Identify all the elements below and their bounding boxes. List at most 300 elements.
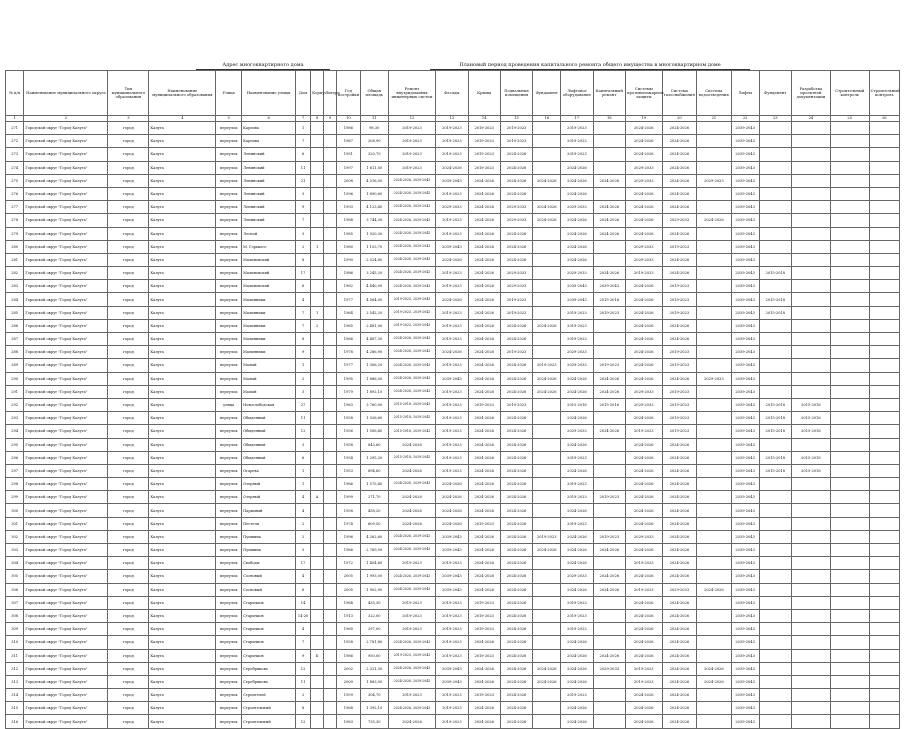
table-cell	[593, 135, 625, 148]
column-header: Наименование муниципального образования	[149, 71, 216, 116]
table-cell: 2024-2026	[561, 675, 593, 688]
table-cell: 2024-2026, 2039-2043	[388, 570, 435, 583]
table-cell: 2039-2043	[731, 412, 759, 425]
table-cell: 2019-2023	[533, 359, 561, 372]
table-cell: 2024-2026	[533, 662, 561, 675]
table-cell	[533, 517, 561, 530]
table-cell	[593, 240, 625, 253]
table-cell: 2024-2026, 2039-2043	[388, 583, 435, 596]
table-cell: 2019-2023	[662, 425, 697, 438]
table-cell: город	[108, 438, 149, 451]
table-cell	[311, 636, 324, 649]
column-header: Лифтовое оборудование	[561, 71, 593, 116]
table-cell: переулок	[216, 451, 242, 464]
table-cell: 1913	[337, 609, 361, 622]
table-cell: 1988	[337, 214, 361, 227]
table-cell: 2015-2018	[759, 398, 791, 411]
table-cell	[830, 122, 869, 135]
table-cell: 2024-2026	[697, 583, 732, 596]
table-cell: Городской округ "Город Калуга"	[24, 385, 108, 398]
repair-period-group-caption: Плановый период проведения капитального ремонта общего имущества в многоквартирном доме	[430, 62, 750, 70]
table-cell: 2024-2026	[662, 623, 697, 636]
table-cell: 2024-2026	[561, 385, 593, 398]
table-cell	[830, 596, 869, 609]
table-cell: Городской округ "Город Калуга"	[24, 464, 108, 477]
table-cell	[791, 570, 830, 583]
table-cell	[759, 557, 791, 570]
table-cell: город	[108, 609, 149, 622]
table-cell	[533, 491, 561, 504]
table-cell: 2019-2023	[533, 530, 561, 543]
table-cell: 2024-2026	[500, 372, 532, 385]
table-cell: Б	[311, 649, 324, 662]
table-cell: 2024-2026	[436, 253, 468, 266]
table-cell: Калуга	[149, 214, 216, 227]
table-cell: 2024-2026	[388, 438, 435, 451]
table-cell: 2024-2026	[625, 319, 662, 332]
table-cell: Городской округ "Город Калуга"	[24, 689, 108, 702]
table-cell: 2019-2023	[468, 596, 500, 609]
table-cell: 2015-2016	[593, 293, 625, 306]
address-group-caption: Адрес многоквартирного дома	[188, 62, 338, 70]
table-cell: 2019-2023	[561, 122, 593, 135]
table-cell	[593, 715, 625, 728]
table-cell: 1979	[337, 385, 361, 398]
column-header: Фундамент	[759, 71, 791, 116]
table-cell	[791, 372, 830, 385]
column-header: Ремонт внутридомовых инженерных систем	[388, 71, 435, 116]
table-cell: 4 564,00	[360, 293, 388, 306]
table-cell: 2	[311, 319, 324, 332]
table-cell	[533, 161, 561, 174]
table-cell	[324, 464, 337, 477]
table-cell: 1980	[337, 240, 361, 253]
table-cell: 2019-2023	[436, 398, 468, 411]
table-cell: 280	[6, 240, 24, 253]
table-cell: Калуга	[149, 702, 216, 715]
table-cell	[869, 240, 899, 253]
table-cell: 2	[296, 372, 311, 385]
table-cell: 2024-2026	[662, 609, 697, 622]
table-cell: 2024-2026	[561, 214, 593, 227]
table-cell: город	[108, 174, 149, 187]
table-cell: 2039-2043	[731, 359, 759, 372]
table-cell: Огарева	[242, 464, 296, 477]
table-cell: 2039-2043	[731, 425, 759, 438]
table-cell	[830, 161, 869, 174]
table-cell: 2019-2023	[625, 662, 662, 675]
table-cell: 2019-2023	[662, 280, 697, 293]
table-cell	[533, 253, 561, 266]
table-cell: город	[108, 187, 149, 200]
table-cell: 2024-2026, 2039-2043	[388, 253, 435, 266]
table-cell: 2024-2026	[468, 662, 500, 675]
table-cell: город	[108, 557, 149, 570]
table-cell: 1986	[337, 267, 361, 280]
column-header: № п/п	[6, 71, 24, 116]
table-cell	[869, 491, 899, 504]
table-cell: Пушкина	[242, 544, 296, 557]
table-cell: Малинники	[242, 319, 296, 332]
table-cell: 2024-2026	[662, 372, 697, 385]
table-cell: 2024-2026	[662, 596, 697, 609]
table-cell: 2024-2026	[593, 385, 625, 398]
table-row	[6, 280, 900, 293]
table-cell: Городской округ "Город Калуга"	[24, 570, 108, 583]
table-cell	[311, 148, 324, 161]
table-cell: 2024-2026	[500, 253, 532, 266]
table-cell: 2039-2043	[731, 504, 759, 517]
table-cell	[759, 438, 791, 451]
table-cell	[759, 187, 791, 200]
table-cell: 306	[6, 583, 24, 596]
column-header: Литера	[324, 71, 337, 116]
table-cell: Старичков	[242, 596, 296, 609]
table-cell	[830, 187, 869, 200]
table-row	[6, 253, 900, 266]
table-cell: город	[108, 161, 149, 174]
table-cell: 2024-2026	[561, 530, 593, 543]
table-row	[6, 570, 900, 583]
table-cell	[791, 333, 830, 346]
table-cell	[697, 491, 732, 504]
table-cell	[869, 438, 899, 451]
table-cell: 9	[296, 649, 311, 662]
table-cell	[697, 530, 732, 543]
table-cell: 2015-2018	[759, 267, 791, 280]
table-cell: город	[108, 451, 149, 464]
table-cell: 2019-2023	[388, 596, 435, 609]
table-cell: 2039-2043	[436, 583, 468, 596]
table-cell	[311, 227, 324, 240]
table-cell: 2019-2023	[388, 689, 435, 702]
table-cell: город	[108, 662, 149, 675]
table-cell: 1958	[337, 504, 361, 517]
table-cell	[759, 122, 791, 135]
table-cell: 2039-2043	[731, 451, 759, 464]
column-header: Улица	[216, 71, 242, 116]
table-cell	[593, 623, 625, 636]
table-cell: 2024-2026	[500, 636, 532, 649]
table-cell: 2024-2026	[625, 333, 662, 346]
table-row	[6, 227, 900, 240]
table-cell: 1 611,50	[360, 161, 388, 174]
table-cell: 21	[296, 174, 311, 187]
table-cell: 2019-2023	[662, 412, 697, 425]
table-row	[6, 478, 900, 491]
table-cell: 3	[296, 438, 311, 451]
table-row	[6, 267, 900, 280]
table-cell: 2029-2033	[561, 267, 593, 280]
column-number: 2	[24, 116, 108, 122]
table-cell: город	[108, 346, 149, 359]
table-cell: 2024-2026	[468, 702, 500, 715]
table-cell	[533, 464, 561, 477]
table-cell: 2039-2043	[731, 333, 759, 346]
table-cell: переулок	[216, 504, 242, 517]
table-cell: 2024-2026	[500, 240, 532, 253]
table-cell: 2024-2026	[662, 715, 697, 728]
table-cell	[791, 187, 830, 200]
table-cell	[311, 570, 324, 583]
table-cell: 2019-2023	[436, 214, 468, 227]
table-cell: 4 286,90	[360, 346, 388, 359]
table-cell: Озерный	[242, 491, 296, 504]
table-cell	[791, 675, 830, 688]
table-row	[6, 451, 900, 464]
column-number: 4	[149, 116, 216, 122]
table-cell: 2019-2023	[436, 623, 468, 636]
table-cell: Калуга	[149, 636, 216, 649]
table-cell: 2009	[337, 675, 361, 688]
table-cell: 2024-2026	[388, 491, 435, 504]
table-row	[6, 201, 900, 214]
table-cell: 609,50	[360, 517, 388, 530]
table-cell: 2039-2043	[731, 649, 759, 662]
table-cell	[697, 227, 732, 240]
table-cell	[759, 689, 791, 702]
table-cell: 2024-2026	[662, 636, 697, 649]
table-cell: 2019-2023	[436, 319, 468, 332]
table-cell: 2029-2033	[561, 346, 593, 359]
table-cell	[759, 636, 791, 649]
table-cell: Калуга	[149, 267, 216, 280]
table-cell: 2019-2023	[561, 491, 593, 504]
table-cell: Калуга	[149, 135, 216, 148]
table-cell: 309	[6, 623, 24, 636]
table-cell	[697, 161, 732, 174]
table-cell: 2024-2026	[500, 319, 532, 332]
table-cell: 2024-2026	[468, 530, 500, 543]
repair-schedule-table	[5, 70, 900, 729]
table-cell: переулок	[216, 662, 242, 675]
table-cell: 2	[296, 517, 311, 530]
table-cell: 8	[296, 253, 311, 266]
table-cell	[759, 372, 791, 385]
table-cell: 2024-2026	[436, 504, 468, 517]
column-header: Наименование улицы	[242, 71, 296, 116]
table-cell	[533, 609, 561, 622]
column-number: 21	[697, 116, 732, 122]
table-cell: Старичков	[242, 636, 296, 649]
table-cell: 275	[6, 174, 24, 187]
table-cell: город	[108, 517, 149, 530]
table-cell: город	[108, 267, 149, 280]
table-cell: 2024-2026	[500, 609, 532, 622]
table-cell: 7	[296, 319, 311, 332]
table-cell: Городской округ "Город Калуга"	[24, 425, 108, 438]
table-cell: 2019-2023	[561, 623, 593, 636]
table-cell: 2024-2026	[500, 359, 532, 372]
table-cell: 2024-2026	[533, 372, 561, 385]
table-cell	[697, 398, 732, 411]
table-cell: 315	[6, 702, 24, 715]
table-cell: 2024-2026	[662, 464, 697, 477]
table-cell: Городской округ "Город Калуга"	[24, 596, 108, 609]
table-cell	[830, 385, 869, 398]
table-cell: 2024-2026, 2039-2043	[388, 240, 435, 253]
table-cell: город	[108, 148, 149, 161]
table-cell	[830, 491, 869, 504]
table-cell: 2024-2026, 2039-2043	[388, 333, 435, 346]
table-cell	[830, 438, 869, 451]
table-row	[6, 583, 900, 596]
table-cell	[324, 253, 337, 266]
table-cell: 285	[6, 306, 24, 319]
table-cell: 1 892,10	[360, 385, 388, 398]
table-cell: 2015-2018	[759, 425, 791, 438]
table-cell: 17	[296, 267, 311, 280]
table-cell	[869, 596, 899, 609]
table-cell	[697, 359, 732, 372]
table-cell: 2019-2023	[436, 689, 468, 702]
table-cell: 2039-2043	[731, 675, 759, 688]
table-cell: 2019-2023	[436, 596, 468, 609]
table-cell	[869, 253, 899, 266]
table-cell: 297,00	[360, 623, 388, 636]
table-cell: 2024-2026	[662, 557, 697, 570]
table-cell: 2024-2026	[468, 319, 500, 332]
table-cell: 2039-2043	[731, 214, 759, 227]
table-cell	[324, 544, 337, 557]
table-cell: Городской округ "Город Калуга"	[24, 649, 108, 662]
column-number: 8	[311, 116, 324, 122]
table-cell: 2024-2026	[468, 214, 500, 227]
table-cell	[869, 267, 899, 280]
table-cell	[324, 201, 337, 214]
table-cell	[791, 596, 830, 609]
table-cell: 2024-2026	[561, 187, 593, 200]
table-cell: 2024-2026	[468, 385, 500, 398]
table-cell	[324, 214, 337, 227]
table-cell: 316	[6, 715, 24, 728]
table-cell: 2019-2023	[625, 557, 662, 570]
table-cell	[593, 319, 625, 332]
table-cell: 2024-2026	[662, 570, 697, 583]
table-cell	[759, 135, 791, 148]
table-cell	[759, 517, 791, 530]
table-cell: 2024-2026	[662, 478, 697, 491]
table-cell: переулок	[216, 346, 242, 359]
table-cell: 2024-2026	[500, 425, 532, 438]
table-cell: 297	[6, 464, 24, 477]
table-cell: 4	[296, 491, 311, 504]
table-cell: 2024-2026	[468, 636, 500, 649]
table-cell: 2024-2026	[500, 478, 532, 491]
table-cell: 2019-2023	[436, 649, 468, 662]
table-cell: 2019-2023	[436, 702, 468, 715]
table-cell: 2024-2026	[500, 570, 532, 583]
table-cell: 7	[296, 214, 311, 227]
table-cell: 1996	[337, 530, 361, 543]
table-cell: 2024-2026	[625, 689, 662, 702]
table-cell	[830, 346, 869, 359]
table-cell	[324, 570, 337, 583]
table-cell: Серебрякова	[242, 662, 296, 675]
table-cell	[830, 636, 869, 649]
table-cell: 27	[296, 398, 311, 411]
table-cell	[311, 253, 324, 266]
table-cell: 287	[6, 333, 24, 346]
table-cell	[593, 557, 625, 570]
table-cell	[759, 596, 791, 609]
table-cell: 2024-2026, 2039-2043	[388, 662, 435, 675]
table-cell: Калуга	[149, 649, 216, 662]
table-row	[6, 649, 900, 662]
table-cell	[324, 517, 337, 530]
table-cell	[869, 425, 899, 438]
table-cell: 458,20	[360, 504, 388, 517]
table-row	[6, 346, 900, 359]
table-cell: 308	[6, 609, 24, 622]
table-cell	[759, 478, 791, 491]
table-cell: 2019-2023, 2039-2043	[388, 293, 435, 306]
table-cell: 2024-2026	[468, 504, 500, 517]
table-cell: 2024-2026	[468, 306, 500, 319]
table-cell	[869, 135, 899, 148]
column-number: 7	[296, 116, 311, 122]
table-cell: 2024-2026	[561, 464, 593, 477]
table-cell: 2024-2026	[468, 412, 500, 425]
table-header-row	[6, 71, 900, 116]
table-cell: 2024-2026	[500, 530, 532, 543]
table-cell	[324, 609, 337, 622]
table-cell: 1960	[337, 623, 361, 636]
table-cell	[311, 412, 324, 425]
table-cell: Городской округ "Город Калуга"	[24, 148, 108, 161]
table-cell: Калуга	[149, 530, 216, 543]
table-cell: Калуга	[149, 201, 216, 214]
table-cell	[759, 570, 791, 583]
table-cell: 2024-2026	[561, 253, 593, 266]
table-cell: 2 781,80	[360, 636, 388, 649]
table-cell: 3 245,20	[360, 267, 388, 280]
table-cell	[830, 333, 869, 346]
column-number: 22	[731, 116, 759, 122]
table-cell: 282	[6, 267, 24, 280]
table-cell	[830, 649, 869, 662]
table-cell	[759, 530, 791, 543]
table-cell: 1968	[337, 702, 361, 715]
table-cell: 2024-2026	[468, 280, 500, 293]
table-cell	[593, 636, 625, 649]
table-cell: 2039-2043	[731, 464, 759, 477]
table-row	[6, 135, 900, 148]
table-cell	[324, 623, 337, 636]
table-cell: 2019-2023	[468, 398, 500, 411]
table-cell: 1	[311, 306, 324, 319]
table-cell	[324, 504, 337, 517]
table-cell: Ленинский	[242, 161, 296, 174]
table-cell	[869, 122, 899, 135]
table-cell	[324, 122, 337, 135]
table-cell	[593, 702, 625, 715]
table-cell: 2024-2026	[500, 583, 532, 596]
table-cell: 2024-2026	[500, 161, 532, 174]
table-cell	[533, 148, 561, 161]
table-cell: Калуга	[149, 333, 216, 346]
table-cell: Городской округ "Город Калуга"	[24, 623, 108, 636]
table-cell: 4	[296, 570, 311, 583]
table-cell: 2024-2026	[500, 333, 532, 346]
table-cell	[533, 227, 561, 240]
table-cell: 1966	[337, 333, 361, 346]
table-cell: Ленинский	[242, 187, 296, 200]
table-cell: 2024-2026	[662, 438, 697, 451]
table-cell	[533, 583, 561, 596]
table-cell: Городской округ "Город Калуга"	[24, 161, 108, 174]
table-cell	[830, 293, 869, 306]
